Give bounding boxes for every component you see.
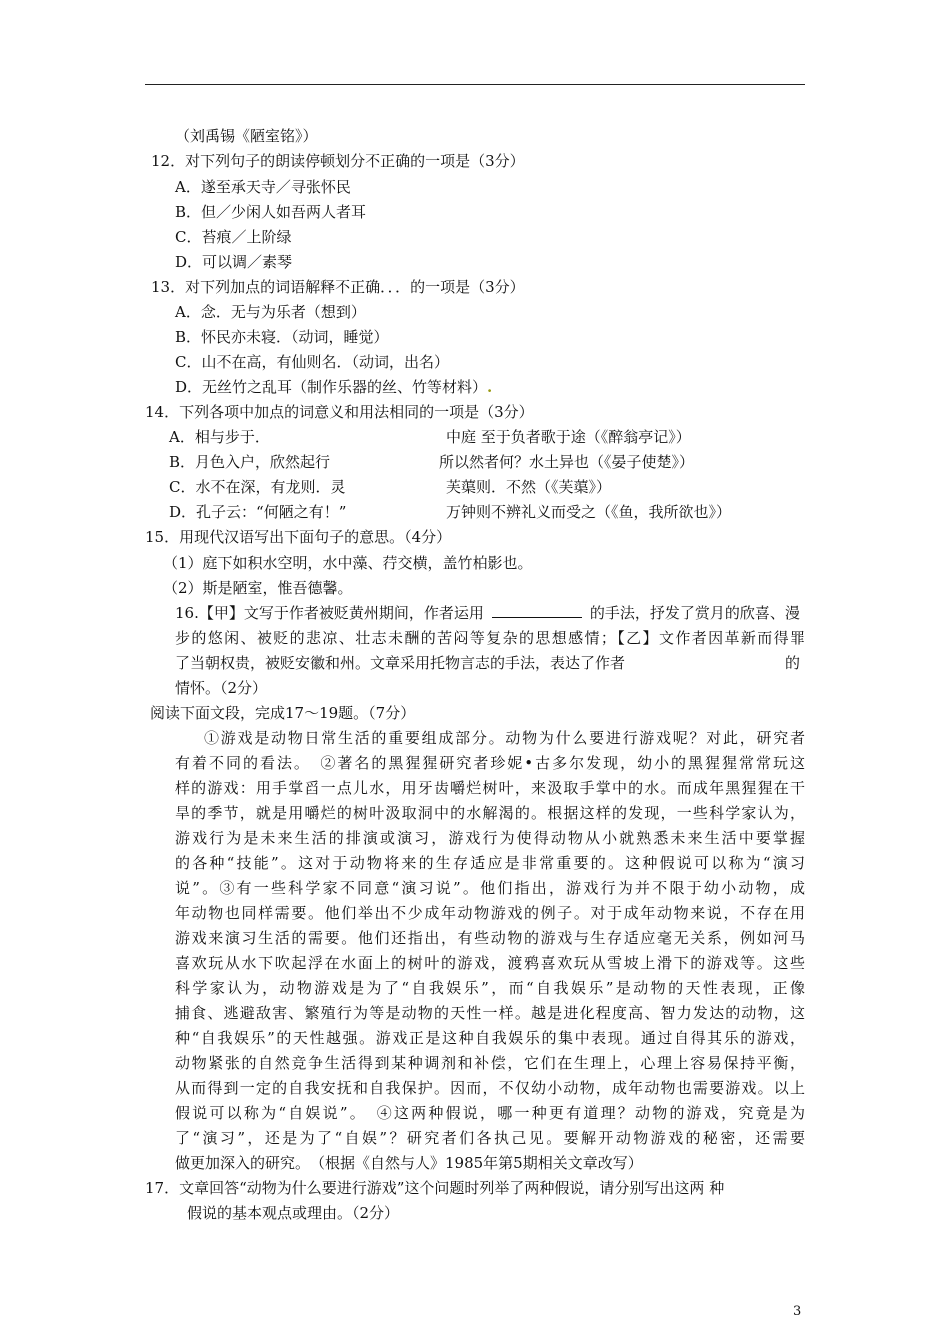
page-number: 3 xyxy=(793,1304,802,1319)
question-13-option-d: D．无丝竹之乱耳（制作乐器的丝、竹等材料）. xyxy=(175,378,493,396)
question-14-option-c-left: C．水不在深，有龙则．灵 xyxy=(169,478,346,496)
passage-line: 假说可以称为“自娱说”。 ④这两种假说，哪一种更有道理？动物的游戏，究竟是为 xyxy=(175,1104,805,1122)
reading-intro: 阅读下面文段，完成17～19题。（7分） xyxy=(150,704,416,722)
question-14-option-d-right: 万钟则不辨礼义而受之（《鱼，我所欲也》） xyxy=(446,503,732,521)
question-16-line-2: 步的悠闲、被贬的悲凉、壮志未酬的苦闷等复杂的思想感情；【乙】文作者因革新而得罪 xyxy=(175,629,805,647)
header-rule xyxy=(145,84,805,85)
passage-line: 样的游戏：用手掌舀一点儿水，用牙齿嚼烂树叶，来汲取手掌中的水。而成年黑猩猩在干 xyxy=(175,779,805,797)
question-16-line-4: 情怀。（2分） xyxy=(175,679,268,697)
dot-mark: . xyxy=(487,378,493,396)
question-13-option-a: A．念．无与为乐者（想到） xyxy=(175,303,366,321)
question-17-line-2: 假说的基本观点或理由。（2分） xyxy=(187,1204,400,1222)
question-14-option-a-left: A．相与步于． xyxy=(169,428,270,446)
question-16-line-3: 了当朝权贵，被贬安徽和州。文章采用托物言志的手法，表达了作者 的 xyxy=(175,654,801,672)
question-14-option-d-left: D．孔子云：“何陋之有！” xyxy=(169,503,347,521)
question-13-option-b: B．怀民亦未寝．（动词，睡觉） xyxy=(175,328,389,346)
question-12-stem: 12．对下列句子的朗读停顿划分不正确的一项是（3分） xyxy=(151,152,525,170)
question-14-option-b-left: B．月色入户，欣然起行 xyxy=(169,453,331,471)
passage-line: 游戏行为是未来生活的排演或演习，游戏行为使得动物从小就熟悉未来生活中要掌握 xyxy=(175,829,805,847)
answer-blank[interactable] xyxy=(492,603,582,618)
question-13-option-c: C．山不在高，有仙则名．（动词，出名） xyxy=(175,353,449,371)
passage-line: 的各种“技能”。这对于动物将来的生存适应是非常重要的。这种假说可以称为“演习 xyxy=(175,854,805,872)
passage-line: 有着不同的看法。 ②著名的黑猩猩研究者珍妮•古多尔发现，幼小的黑猩猩常常玩这 xyxy=(175,754,805,772)
source-citation: （刘禹锡《陋室铭》） xyxy=(175,127,318,145)
passage-line: 做更加深入的研究。 （根据《自然与人》1985年第5期相关文章改写） xyxy=(175,1154,643,1172)
question-12-option-a: A．遂至承天寺／寻张怀民 xyxy=(175,178,351,196)
passage-line: 从而得到一定的自我安抚和自我保护。因而，不仅幼小动物，成年动物也需要游戏。以上 xyxy=(175,1079,805,1097)
question-12-option-c: C．苔痕／上阶绿 xyxy=(175,228,292,246)
passage-line: 动物紧张的自然竞争生活得到某种调剂和补偿，它们在生理上，心理上容易保持平衡， xyxy=(175,1054,805,1072)
question-17-line-1: 17．文章回答“动物为什么要进行游戏”这个问题时列举了两种假说，请分别写出这两 种 xyxy=(145,1179,725,1197)
question-14-option-b-right: 所以然者何？水土异也（《晏子使楚》） xyxy=(439,453,695,471)
question-12-option-b: B．但／少闲人如吾两人者耳 xyxy=(175,203,367,221)
passage-line: 捕食、逃避敌害、繁殖行为等是动物的天性一样。越是进化程度高、智力发达的动物，这 xyxy=(175,1004,805,1022)
question-14-stem: 14．下列各项中加点的词意义和用法相同的一项是（3分） xyxy=(145,403,534,421)
question-13-stem: 13．对下列加点的词语解释不正确．．．的一项是（3分） xyxy=(151,278,525,296)
passage-line: 喜欢玩从水下吹起浮在水面上的树叶的游戏，渡鸦喜欢玩从雪坡上滑下的游戏等。这些 xyxy=(175,954,805,972)
passage-line: 年动物也同样需要。他们举出不少成年动物游戏的例子。对于成年动物来说，不存在用 xyxy=(175,904,805,922)
question-14-option-c-right: 芙蕖则．不然（《芙蕖》） xyxy=(446,478,612,496)
question-12-option-d: D．可以调／素琴 xyxy=(175,253,293,271)
question-15-item-2: （2）斯是陋室，惟吾德馨。 xyxy=(163,579,353,597)
question-16-line-1: 16.【甲】文写于作者被贬黄州期间，作者运用 的手法，抒发了赏月的欣喜、漫 xyxy=(175,604,800,622)
passage-line: 游戏来演习生活的需要。他们还指出，有些动物的游戏与生存适应毫无关系，例如河马 xyxy=(175,929,805,947)
question-15-stem: 15．用现代汉语写出下面句子的意思。（4分） xyxy=(145,528,452,546)
question-14-option-a-right: 中庭 至于负者歌于途（《醉翁亭记》） xyxy=(446,428,691,446)
passage-line: 旱的季节，就是用嚼烂的树叶汲取洞中的水解渴的。根据这样的发现，一些科学家认为， xyxy=(175,804,805,822)
passage-line: 说”。③有一些科学家不同意“演习说”。他们指出，游戏行为并不限于幼小动物，成 xyxy=(175,879,805,897)
passage-line: 了“演习”，还是为了“自娱”？研究者们各执己见。要解开动物游戏的秘密，还需要 xyxy=(175,1129,805,1147)
passage-line: ①游戏是动物日常生活的重要组成部分。动物为什么要进行游戏呢？对此，研究者 xyxy=(204,729,805,747)
passage-line: 种“自我娱乐”的天性越强。游戏正是这种自我娱乐的集中表现。通过自得其乐的游戏， xyxy=(175,1029,805,1047)
question-15-item-1: （1）庭下如积水空明，水中藻、荇交横，盖竹柏影也。 xyxy=(163,554,533,572)
passage-line: 科学家认为，动物游戏是为了“自我娱乐”，而“自我娱乐”是动物的天性表现，正像 xyxy=(175,979,805,997)
